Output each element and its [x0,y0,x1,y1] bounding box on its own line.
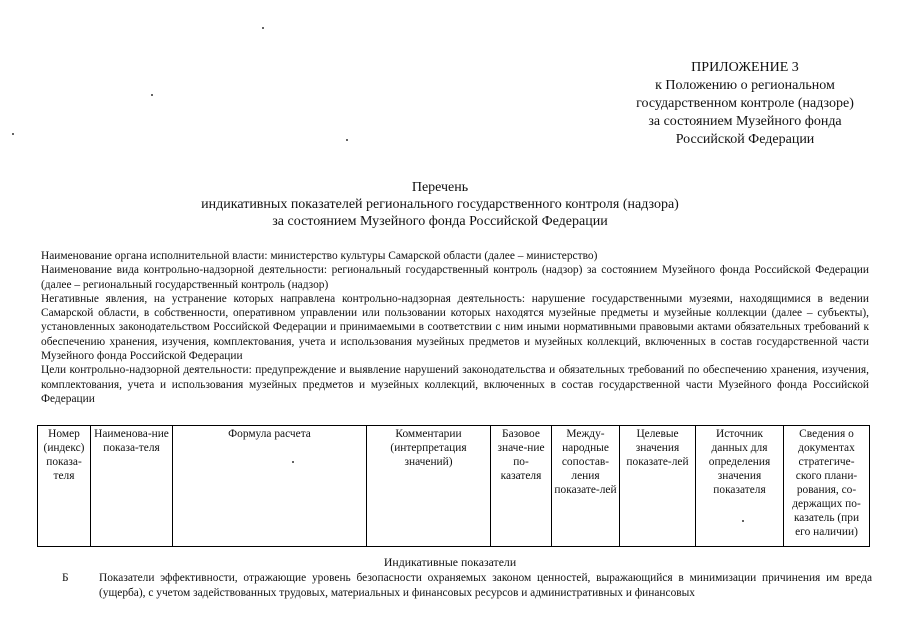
organ-paragraph: Наименование органа исполнительной власти: министерство культуры Самарской области (далее – министерство) [41,250,598,262]
scan-speck [151,94,153,96]
activity-paragraph: Наименование вида контрольно-надзорной деятельности: региональный государственный контроль (надзор) за состоянием Музейного фонда Российской Федерации (далее – региональный государственный контроль (надзор) [41,264,869,291]
header-cell-strategic-docs: Сведения о документах стратегиче-ского плани-рования, со-держащих по-казатель (при его наличии) [784,426,870,547]
header-cell-data-source: Источник данных для определения значения показателя [696,426,784,547]
appendix-line: за состоянием Музейного фонда [648,114,842,129]
heading-line: за состоянием Музейного фонда Российской Федерации [272,214,608,229]
header-cell-comments: Комментарии (интерпретация значений) [367,426,491,547]
header-cell-name: Наименова-ние показа-теля [91,426,173,547]
appendix-line: государственном контроле (надзоре) [636,96,854,111]
appendix-line: к Положению о региональном [655,78,835,93]
scan-speck [262,27,264,29]
goals-paragraph: Цели контрольно-надзорной деятельности: предупреждение и выявление нарушений законодательства и обязательных требований по обеспечению хранения, изучения, комплектования, учета и использования музейных предметов и музейных коллекций, включенных в состав государственной части Музейного фонда Российской Федерации [41,364,869,405]
header-cell-target-values: Целевые значения показате-лей [620,426,696,547]
header-cell-international: Между-народные сопостав-ления показате-лей [552,426,620,547]
scan-speck [346,139,348,141]
section-code: Б [62,572,69,584]
intro-block [41,249,869,406]
appendix-block [600,59,890,149]
section-title: Индикативные показатели [383,555,517,569]
header-cell-formula: Формула расчета [173,426,367,547]
heading-line: индикативных показателей регионального государственного контроля (надзора) [201,197,679,212]
scan-speck [742,520,744,522]
header-cell-number: Номер (индекс) показа-теля [38,426,91,547]
indicators-table [37,425,870,547]
table-header-row [38,426,870,547]
appendix-line: Российской Федерации [675,132,815,147]
section-text: Показатели эффективности, отражающие уровень безопасности охраняемых законом ценностей, выражающийся в минимизации причинения им вреда (ущерба), с учетом задействованных трудовых, материальных и финансовых ресурсов и административных и финансовых [99,572,872,599]
header-cell-base-value: Базовое значе-ние по-казателя [491,426,552,547]
document-heading [140,179,740,230]
negative-paragraph: Негативные явления, на устранение которых направлена контрольно-надзорная деятельность: нарушение государственными музеями, находящимися в ведении Самарской области, в собственности, оперативном управлении или пользовании которых находятся музейные предметы и музейные коллекции (далее – субъекты), установленных законодательством Российской Федерации и принимаемыми в соответствии с ним иными нормативными правовыми актами обязательных требований к обеспечению хранения, изучения, комплектования, учета и использования музейных предметов и музейных коллекций, включенных в состав государственной части Музейного фонда Российской Федерации [41,292,869,363]
scan-speck [292,461,294,463]
appendix-title: ПРИЛОЖЕНИЕ 3 [691,60,799,75]
scan-speck [12,133,14,135]
heading-title: Перечень [411,180,469,195]
